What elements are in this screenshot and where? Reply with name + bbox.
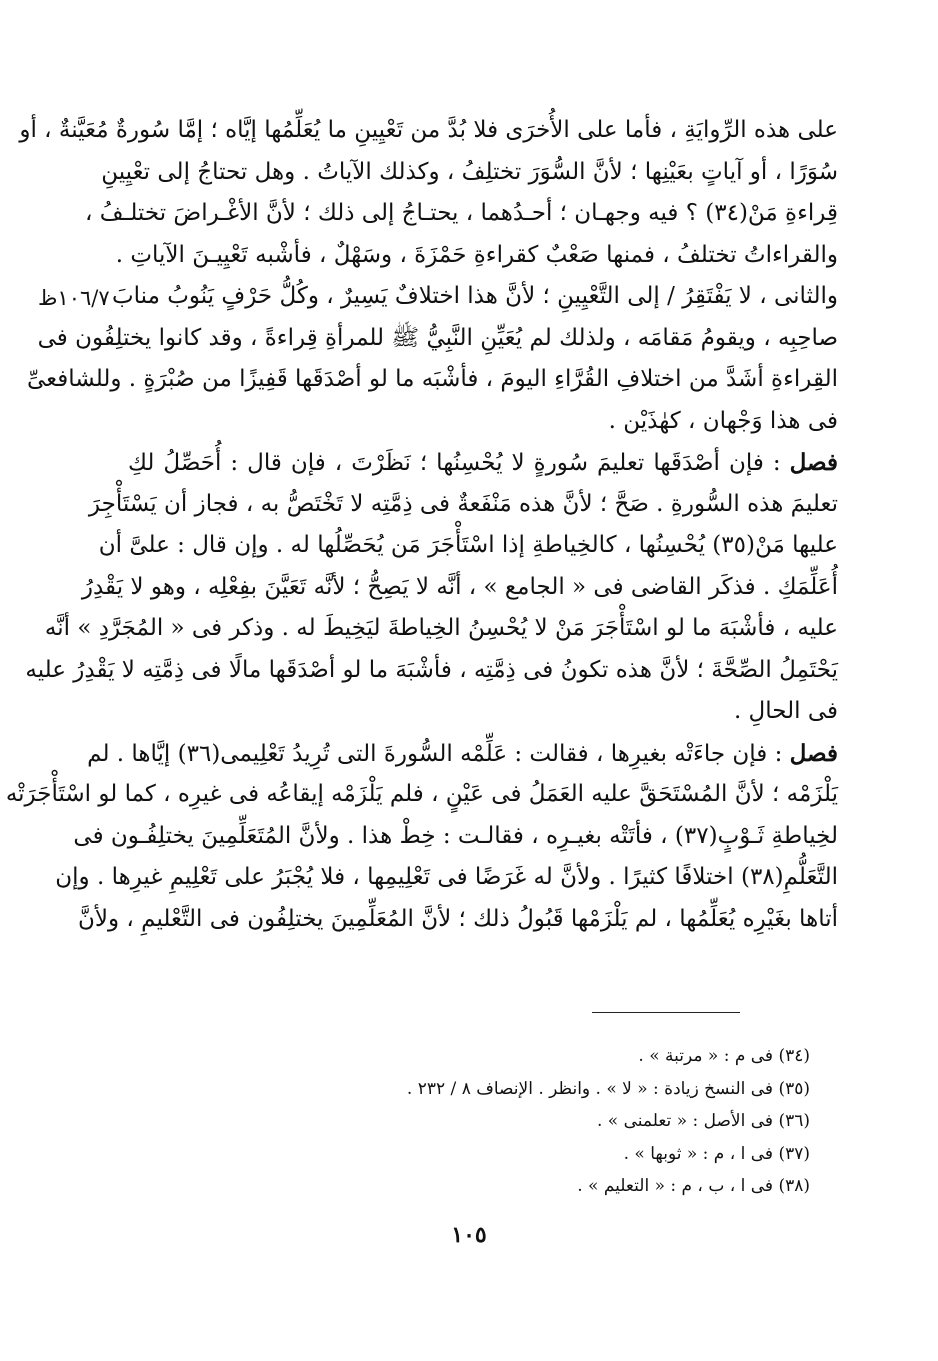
footnote: (٣٤) فى م : « مرتبة » . <box>638 1046 810 1066</box>
text-line: أُعَلِّمَكِ . فذكَر القاضى فى « الجامع » ، أنَّه لا يَصِحُّ ؛ لأنَّه تَعَيَّنَ بفِعْلِه ، وهو لا يَقْدِرُ <box>81 573 838 600</box>
text-line-rest: : فإن أصْدَقَها تعليمَ سُورةٍ لا يُحْسِنُها ؛ نَظَرْتَ ، فإن قال : أُحَصِّلُ لكِ <box>128 450 790 476</box>
section-heading: فصل <box>789 739 838 767</box>
text-line: أتاها بغَيْرِه يُعَلِّمُها ، لم يَلْزَمْها قَبُولُ ذلك ؛ لأنَّ المُعَلِّمِينَ يختلِفُون فى التَّعْليمِ ، ولأنَّ <box>77 905 838 932</box>
footnote: (٣٥) فى النسخ زيادة : « لا » . وانظر . الإنصاف ٨ / ٢٣٢ . <box>406 1078 810 1099</box>
text-line: عليها مَنْ(٣٥) يُحْسِنُها ، كالخِياطةِ إذا اسْتَأْجَرَ مَن يُحَصِّلُها له . وإن قال : علىَّ أن <box>98 532 838 558</box>
text-line: سُوَرًا ، أو آياتٍ بعَيْنِها ؛ لأنَّ السُّوَرَ تختلِفُ ، وكذلك الآياتُ . وهل تحتاجُ إلى تعْيِينِ <box>101 158 838 185</box>
text-line: والثانى ، لا يَفْتَقِرُ / إلى التَّعْيِينِ ؛ لأنَّ هذا اختلافٌ يَسِيرٌ ، وكُلُّ حَرْفٍ يَنُوبُ منابَ <box>111 283 838 309</box>
page-number: ١٠٥ <box>451 1222 487 1248</box>
text-line <box>87 733 838 775</box>
text-line: على هذه الرِّوايَةِ ، فأما على الأُخرَى فلا بُدَّ من تَعْيِينِ ما يُعَلِّمُها إيَّاه ؛ إمَّا سُورةٌ مُعَيَّنةٌ ، أو <box>19 117 838 143</box>
text-line: لخِياطةِ ثَـوْبٍ(٣٧) ، فأتَتْه بغيـرِه ، فقالـت : خِطْ هذا . ولأنَّ المُتَعَلِّمِينَ يختلِفُـون فى <box>73 822 838 849</box>
text-line: يَحْتَمِلُ الصِّحَّةَ ؛ لأنَّ هذه تكونُ فى ذِمَّتِه ، فأشْبَهَ ما لو أصْدَقَها مالًا فى ذِمَّتِه لا يَقْدِرُ عليه <box>25 656 838 683</box>
text-line: القِراءةِ أشَدَّ من اختلافِ القُرَّاءِ اليومَ ، فأشْبَه ما لو أصْدَقَها قَفِيزًا من صُبْرَةٍ . وللشافعىِّ <box>26 366 838 392</box>
text-line: والقراءاتُ تختلفُ ، فمنها صَعْبٌ كقراءةِ حَمْزَةَ ، وسَهْلٌ ، فأشْبه تَعْيِيـنَ الآياتِ . <box>115 241 838 268</box>
footnote-separator <box>592 1012 740 1013</box>
text-line: التَّعَلُّمِ(٣٨) اختلافًا كثيرًا . ولأنَّ له غَرَضًا فى تَعْلِيمِها ، فلا يُجْبَرُ على تَعْلِيمِ غيرِها . وإن <box>55 864 838 890</box>
text-line: قِراءةِ مَنْ(٣٤) ؟ فيه وجهـان ؛ أحـدُهما ، يحتـاجُ إلى ذلك ؛ لأنَّ الأغْـراضَ تختلـفُ ، <box>85 200 838 226</box>
text-line: فى هذا وَجْهان ، كهٰذَيْن . <box>608 407 838 434</box>
footnotes <box>250 1040 810 1203</box>
text-line: يَلْزَمْه ؛ لأنَّ المُسْتَحَقَّ عليه العَمَلُ فى عَيْنٍ ، فلم يَلْزَمْه إيقاعُه فى غيرِه ، كما لو اسْتَأْجَرَتْه <box>5 781 838 807</box>
text-line-rest: : فإن جاءَتْه بغيرِها ، فقالت : عَلِّمْه السُّورةَ التى تُرِيدُ تَعْلِيمى(٣٦) إيَّاها . لم <box>87 740 790 767</box>
footnote: (٣٧) فى ا ، م : « ثوبها » . <box>623 1143 810 1164</box>
text-line <box>128 442 838 484</box>
section-heading: فصل <box>789 449 838 476</box>
margin-folio-reference: ١٠٦/٧ظ <box>38 286 110 310</box>
text-line: صاحِبِه ، ويقومُ مَقامَه ، ولذلك لم يُعَيِّنِ النَّبِيُّ ﷺ للمرأةِ قِراءةً ، وقد كانوا يختلِفُون فى <box>37 324 838 351</box>
footnote: (٣٨) فى ا ، ب ، م : « التعليم » . <box>577 1176 810 1196</box>
text-line: تعليمَ هذه السُّورةِ . صَحَّ ؛ لأنَّ هذه مَنْفَعةٌ فى ذِمَّتِه لا تَخْتَصُّ به ، فجاز أن يَسْتَأْجِرَ <box>88 490 838 517</box>
text-line: فى الحالِ . <box>733 698 838 724</box>
footnote: (٣٦) فى الأصل : « تعلمنى » . <box>596 1111 810 1131</box>
text-line: عليه ، فأشْبَهَ ما لو اسْتَأْجَرَ مَنْ لا يُحْسِنُ الخِياطةَ ليَخِيطَ له . وذكر فى « المُجَرَّدِ » أنَّه <box>44 615 838 641</box>
